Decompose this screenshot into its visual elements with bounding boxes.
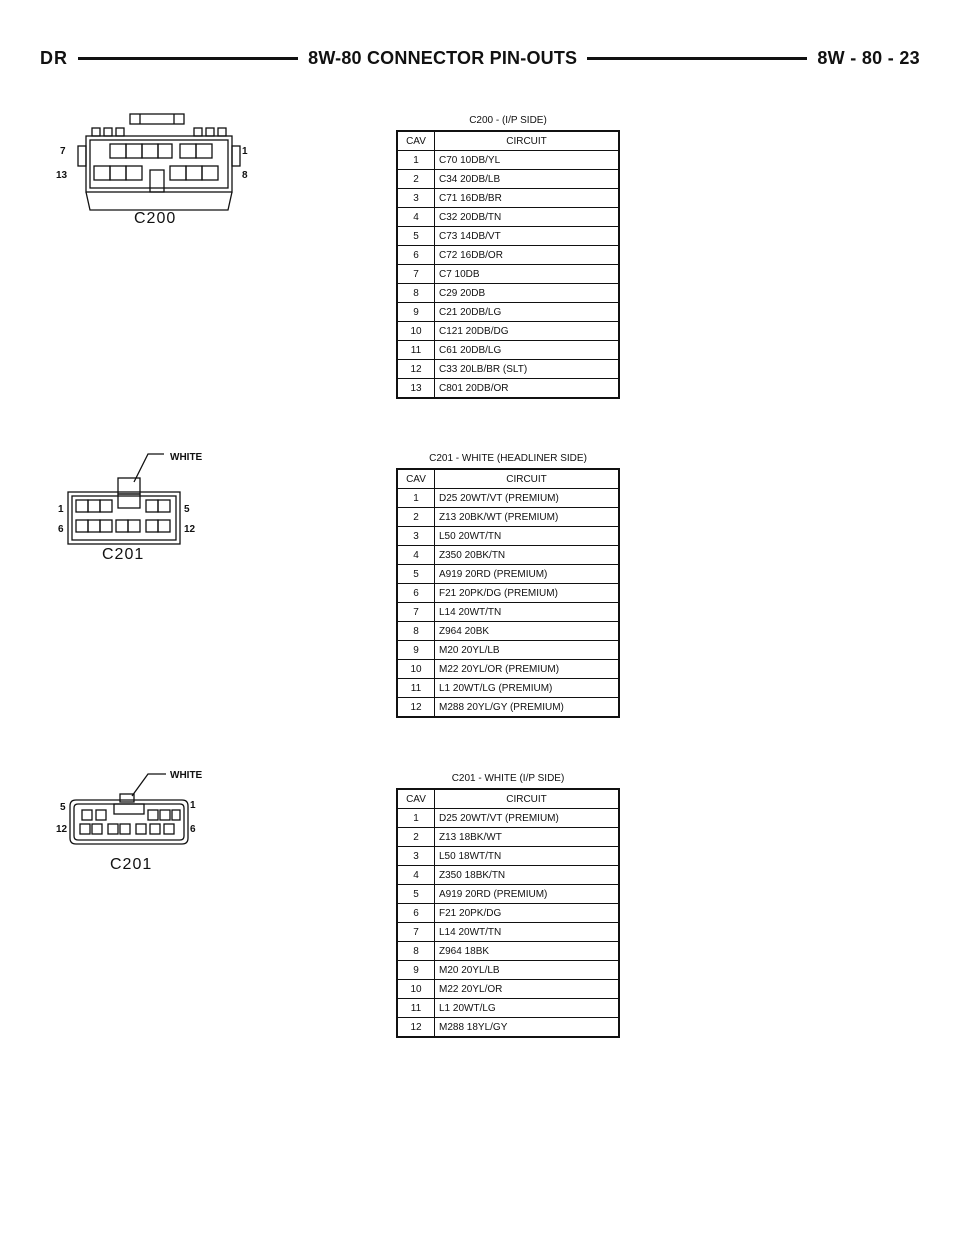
c200-table-title: C200 - (I/P SIDE): [469, 115, 547, 126]
cav-cell: 9: [397, 961, 435, 980]
c201-headliner-name: C201: [102, 546, 145, 563]
table-row: [397, 584, 619, 603]
circuit-cell: A919 20RD (PREMIUM): [435, 565, 620, 584]
header-page-number: 8W - 80 - 23: [817, 47, 920, 68]
circuit-cell: M20 20YL/LB: [435, 641, 620, 660]
table-row: [397, 1018, 619, 1038]
cav-cell: 2: [397, 828, 435, 847]
c201-headliner-pin-label-bottom-right: 12: [184, 524, 196, 535]
circuit-cell: C72 16DB/OR: [435, 246, 620, 265]
table-row: [397, 847, 619, 866]
circuit-cell: C801 20DB/OR: [435, 379, 620, 399]
column-header-cav: CAV: [397, 469, 435, 489]
c201-ip-pinout-table-block: [396, 772, 620, 1038]
cav-cell: 12: [397, 698, 435, 718]
table-row: [397, 923, 619, 942]
cav-cell: 4: [397, 866, 435, 885]
circuit-cell: L50 18WT/TN: [435, 847, 620, 866]
table-row: [397, 980, 619, 999]
circuit-cell: L1 20WT/LG: [435, 999, 620, 1018]
table-row: [397, 904, 619, 923]
table-row: [397, 208, 619, 227]
table-row: [397, 961, 619, 980]
table-row: [397, 265, 619, 284]
c201-ip-pin-label-top-right: 1: [190, 800, 196, 811]
table-row: [397, 379, 619, 399]
c201-ip-name: C201: [110, 856, 153, 873]
circuit-cell: C70 10DB/YL: [435, 151, 620, 170]
c201-ip-pin-label-bottom-right: 6: [190, 824, 196, 835]
circuit-cell: F21 20PK/DG: [435, 904, 620, 923]
c201-ip-color-label: WHITE: [170, 770, 203, 781]
circuit-cell: Z350 20BK/TN: [435, 546, 620, 565]
circuit-cell: C33 20LB/BR (SLT): [435, 360, 620, 379]
c200-pin-label-bottom-right: 8: [242, 170, 248, 181]
column-header-circuit: CIRCUIT: [435, 789, 620, 809]
table-row: [397, 641, 619, 660]
circuit-cell: C29 20DB: [435, 284, 620, 303]
table-row: [397, 322, 619, 341]
cav-cell: 4: [397, 208, 435, 227]
cav-cell: 11: [397, 999, 435, 1018]
table-header-row: [397, 789, 619, 809]
cav-cell: 3: [397, 189, 435, 208]
connector-c201-headliner-shape: [56, 448, 236, 570]
circuit-cell: Z13 18BK/WT: [435, 828, 620, 847]
cav-cell: 6: [397, 904, 435, 923]
cav-cell: 4: [397, 546, 435, 565]
cav-cell: 2: [397, 508, 435, 527]
circuit-cell: D25 20WT/VT (PREMIUM): [435, 489, 620, 508]
circuit-cell: L14 20WT/TN: [435, 923, 620, 942]
table-row: [397, 999, 619, 1018]
connector-c201-ip-drawing: [56, 766, 236, 880]
circuit-cell: C71 16DB/BR: [435, 189, 620, 208]
c201-headliner-pin-label-bottom-left: 6: [58, 524, 64, 535]
table-row: [397, 341, 619, 360]
table-row: [397, 360, 619, 379]
cav-cell: 7: [397, 923, 435, 942]
circuit-cell: C73 14DB/VT: [435, 227, 620, 246]
circuit-cell: A919 20RD (PREMIUM): [435, 885, 620, 904]
cav-cell: 1: [397, 809, 435, 828]
table-row: [397, 828, 619, 847]
column-header-circuit: CIRCUIT: [435, 131, 620, 151]
c201-ip-pin-label-bottom-left: 12: [56, 824, 68, 835]
cav-cell: 7: [397, 265, 435, 284]
cav-cell: 5: [397, 565, 435, 584]
circuit-cell: Z350 18BK/TN: [435, 866, 620, 885]
c200-pin-label-top-right: 1: [242, 146, 248, 157]
cav-cell: 1: [397, 489, 435, 508]
c200-pin-label-top-left: 7: [60, 146, 66, 157]
cav-cell: 5: [397, 227, 435, 246]
cav-cell: 6: [397, 246, 435, 265]
cav-cell: 11: [397, 679, 435, 698]
circuit-cell: Z964 20BK: [435, 622, 620, 641]
cav-cell: 2: [397, 170, 435, 189]
circuit-cell: M20 20YL/LB: [435, 961, 620, 980]
cav-cell: 1: [397, 151, 435, 170]
c200-pin-label-bottom-left: 13: [56, 170, 68, 181]
table-row: [397, 246, 619, 265]
cav-cell: 3: [397, 847, 435, 866]
table-row: [397, 303, 619, 322]
c201-headliner-color-label: WHITE: [170, 452, 203, 463]
circuit-cell: M22 20YL/OR (PREMIUM): [435, 660, 620, 679]
table-row: [397, 660, 619, 679]
connector-c200-drawing: [56, 110, 260, 230]
circuit-cell: C7 10DB: [435, 265, 620, 284]
header-rule-right: [587, 57, 807, 60]
column-header-circuit: CIRCUIT: [435, 469, 620, 489]
table-row: [397, 603, 619, 622]
table-row: [397, 284, 619, 303]
header-left: DR: [40, 47, 68, 68]
circuit-cell: C121 20DB/DG: [435, 322, 620, 341]
circuit-cell: Z13 20BK/WT (PREMIUM): [435, 508, 620, 527]
table-row: [397, 809, 619, 828]
cav-cell: 8: [397, 284, 435, 303]
cav-cell: 6: [397, 584, 435, 603]
c201-headliner-table-title: C201 - WHITE (HEADLINER SIDE): [429, 453, 587, 464]
table-row: [397, 508, 619, 527]
c201-headliner-pinout-table: [396, 468, 620, 718]
table-header-row: [397, 469, 619, 489]
cav-cell: 7: [397, 603, 435, 622]
circuit-cell: Z964 18BK: [435, 942, 620, 961]
cav-cell: 8: [397, 942, 435, 961]
table-row: [397, 866, 619, 885]
circuit-cell: C32 20DB/TN: [435, 208, 620, 227]
cav-cell: 11: [397, 341, 435, 360]
cav-cell: 10: [397, 660, 435, 679]
cav-cell: 10: [397, 980, 435, 999]
cav-cell: 3: [397, 527, 435, 546]
c200-pinout-table: [396, 130, 620, 399]
table-row: [397, 151, 619, 170]
c201-headliner-pin-label-top-left: 1: [58, 504, 64, 515]
cav-cell: 8: [397, 622, 435, 641]
table-row: [397, 170, 619, 189]
circuit-cell: M288 20YL/GY (PREMIUM): [435, 698, 620, 718]
table-row: [397, 527, 619, 546]
circuit-cell: L14 20WT/TN: [435, 603, 620, 622]
circuit-cell: L1 20WT/LG (PREMIUM): [435, 679, 620, 698]
cav-cell: 5: [397, 885, 435, 904]
page-header: [40, 44, 920, 72]
cav-cell: 9: [397, 303, 435, 322]
cav-cell: 10: [397, 322, 435, 341]
column-header-cav: CAV: [397, 789, 435, 809]
table-row: [397, 885, 619, 904]
table-row: [397, 189, 619, 208]
c201-headliner-pin-label-top-right: 5: [184, 504, 190, 515]
circuit-cell: C61 20DB/LG: [435, 341, 620, 360]
c201-headliner-pinout-table-block: [396, 452, 620, 718]
table-row: [397, 565, 619, 584]
circuit-cell: F21 20PK/DG (PREMIUM): [435, 584, 620, 603]
cav-cell: 9: [397, 641, 435, 660]
column-header-cav: CAV: [397, 131, 435, 151]
table-row: [397, 622, 619, 641]
table-row: [397, 679, 619, 698]
c201-ip-pin-label-top-left: 5: [60, 802, 66, 813]
table-row: [397, 489, 619, 508]
cav-cell: 13: [397, 379, 435, 399]
connector-c201-headliner-drawing: [56, 448, 236, 570]
c201-ip-table-title: C201 - WHITE (I/P SIDE): [451, 773, 565, 784]
c200-pinout-table-block: [396, 114, 620, 399]
circuit-cell: M22 20YL/OR: [435, 980, 620, 999]
table-row: [397, 227, 619, 246]
table-row: [397, 698, 619, 718]
c200-name: C200: [134, 210, 177, 227]
table-row: [397, 546, 619, 565]
circuit-cell: D25 20WT/VT (PREMIUM): [435, 809, 620, 828]
cav-cell: 12: [397, 1018, 435, 1038]
header-title: 8W-80 CONNECTOR PIN-OUTS: [308, 47, 578, 68]
circuit-cell: C21 20DB/LG: [435, 303, 620, 322]
circuit-cell: C34 20DB/LB: [435, 170, 620, 189]
table-header-row: [397, 131, 619, 151]
table-row: [397, 942, 619, 961]
circuit-cell: M288 18YL/GY: [435, 1018, 620, 1038]
circuit-cell: L50 20WT/TN: [435, 527, 620, 546]
cav-cell: 12: [397, 360, 435, 379]
header-rule-left: [78, 57, 298, 60]
c201-ip-pinout-table: [396, 788, 620, 1038]
